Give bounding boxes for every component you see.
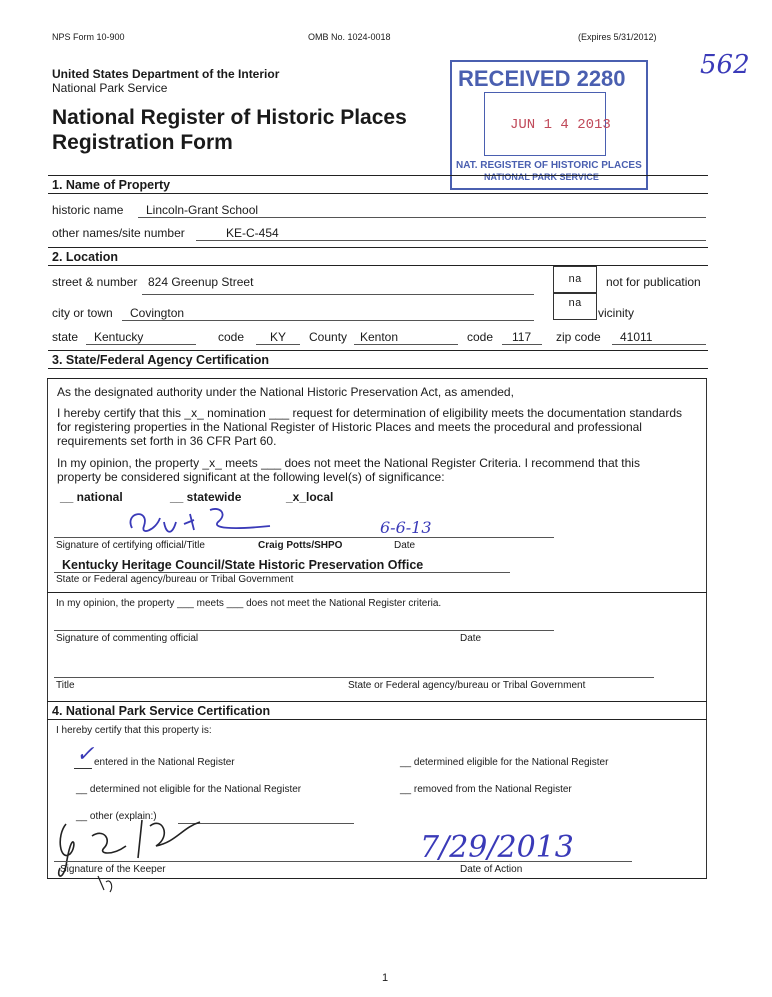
state-code-value: KY — [270, 330, 287, 344]
not-eligible-label[interactable]: __ determined not eligible for the National Register — [76, 784, 302, 795]
commenting-signature-label: Signature of commenting official — [56, 633, 199, 644]
received-stamp — [450, 60, 648, 190]
historic-name-value: Lincoln-Grant School — [146, 203, 259, 217]
certifying-signature-label: Signature of certifying official/Title — [56, 540, 205, 551]
section1-heading: 1. Name of Property — [52, 178, 171, 192]
level-statewide[interactable]: __ statewide — [170, 490, 242, 504]
field-underline — [142, 294, 534, 295]
field-underline — [54, 677, 654, 678]
certifying-agency: Kentucky Heritage Council/State Historic Preservation Office — [62, 558, 424, 572]
field-underline — [502, 344, 542, 345]
cert-para2-line2: for registering properties in the National Register of Historic Places and meets the procedural and professional — [57, 420, 642, 434]
not-for-publication-box[interactable]: na — [553, 266, 597, 294]
check-icon: ✓ — [76, 742, 95, 767]
frame-right — [706, 378, 707, 878]
keeper-signature-label: Signature of the Keeper — [60, 864, 166, 875]
cert-para1: As the designated authority under the National Historic Preservation Act, as amended, — [57, 385, 514, 399]
county-code-label: code — [467, 330, 494, 344]
keeper-intro: I hereby certify that this property is: — [56, 725, 212, 736]
section4-heading: 4. National Park Service Certification — [52, 704, 271, 718]
level-national[interactable]: __ national — [60, 490, 123, 504]
divider — [48, 175, 708, 176]
historic-name-label: historic name — [52, 203, 124, 217]
field-underline — [612, 344, 706, 345]
county-code-value: 117 — [512, 330, 532, 344]
expiration: (Expires 5/31/2012) — [578, 32, 657, 42]
divider — [48, 368, 708, 369]
divider — [48, 193, 708, 194]
stamp-date: JUN 1 4 2013 — [510, 117, 611, 133]
field-underline — [196, 240, 706, 241]
city-value: Covington — [130, 306, 185, 320]
field-underline — [122, 320, 534, 321]
other-names-value: KE-C-454 — [226, 226, 279, 240]
stamp-line2: NATIONAL PARK SERVICE — [484, 172, 599, 182]
other-label[interactable]: __ other (explain:) — [76, 811, 157, 822]
cert-para2-line3: requirements set forth in 36 CFR Part 60. — [57, 434, 277, 448]
page-title: National Register of Historic Places — [52, 106, 407, 129]
divider — [48, 247, 708, 248]
commenting-date-label: Date — [460, 633, 482, 644]
section3-heading: 3. State/Federal Agency Certification — [52, 353, 269, 367]
divider — [48, 265, 708, 266]
field-underline — [256, 344, 300, 345]
service: National Park Service — [52, 81, 168, 95]
state-value: Kentucky — [94, 330, 144, 344]
cert-para3-line2: property be considered significant at the following level(s) of significance: — [57, 470, 445, 484]
cert-para2-line1: I hereby certify that this _x_ nomination ___ request for determination of eligibility meets the documentation standards — [57, 406, 683, 420]
action-date: 7/29/2013 — [420, 830, 574, 865]
street-value: 824 Greenup Street — [148, 275, 254, 289]
cert-para3-line1: In my opinion, the property _x_ meets ___ does not meet the National Register Criteria. I recommend that this — [57, 456, 640, 470]
divider — [47, 719, 707, 720]
field-underline — [138, 217, 706, 218]
determined-eligible-label[interactable]: __ determined eligible for the National Register — [400, 757, 609, 768]
state-code-label: code — [218, 330, 245, 344]
page-number: 1 — [382, 972, 389, 984]
frame-top — [47, 378, 707, 379]
county-value: Kenton — [360, 330, 399, 344]
form-number: NPS Form 10-900 — [52, 32, 125, 42]
stamp-received: RECEIVED 2280 — [458, 66, 626, 91]
level-local[interactable]: _x_local — [286, 490, 334, 504]
certifying-date-label: Date — [394, 540, 416, 551]
stamp-line1: NAT. REGISTER OF HISTORIC PLACES — [456, 160, 642, 171]
county-label: County — [309, 330, 348, 344]
divider — [47, 701, 707, 702]
handwritten-number: 562 — [700, 50, 750, 80]
zip-label: zip code — [556, 330, 601, 344]
frame-bottom — [47, 878, 707, 879]
city-label: city or town — [52, 306, 113, 320]
frame-left — [47, 378, 48, 878]
omb-number: OMB No. 1024-0018 — [308, 32, 391, 42]
vicinity-box[interactable]: na — [553, 292, 597, 320]
field-underline — [54, 537, 554, 538]
removed-label[interactable]: __ removed from the National Register — [400, 784, 572, 795]
action-date-label: Date of Action — [460, 864, 523, 875]
field-underline — [54, 572, 510, 573]
certifying-signature — [120, 500, 290, 542]
entered-label[interactable]: entered in the National Register — [94, 757, 235, 768]
certifying-official-name: Craig Potts/SHPO — [258, 540, 343, 551]
other-names-label: other names/site number — [52, 226, 185, 240]
divider — [48, 350, 708, 351]
vicinity-label: vicinity — [598, 306, 635, 320]
field-underline — [54, 861, 632, 862]
not-for-publication-label: not for publication — [606, 275, 701, 289]
commenting-opinion: In my opinion, the property ___ meets ___ does not meet the National Register criteria. — [56, 598, 442, 609]
field-underline — [54, 630, 554, 631]
divider — [47, 592, 707, 593]
page-subtitle: Registration Form — [52, 131, 233, 154]
street-label: street & number — [52, 275, 138, 289]
field-underline — [354, 344, 458, 345]
keeper-signature — [52, 806, 212, 896]
title-agency-label: State or Federal agency/bureau or Tribal Government — [348, 680, 586, 691]
section2-heading: 2. Location — [52, 250, 118, 264]
field-underline — [86, 344, 196, 345]
state-label: state — [52, 330, 79, 344]
zip-value: 41011 — [620, 330, 653, 344]
certifying-agency-label: State or Federal agency/bureau or Tribal Government — [56, 574, 294, 585]
entered-blank — [74, 768, 92, 769]
department: United States Department of the Interior — [52, 67, 280, 81]
certifying-date: 6-6-13 — [380, 518, 432, 537]
title-label: Title — [56, 680, 75, 691]
